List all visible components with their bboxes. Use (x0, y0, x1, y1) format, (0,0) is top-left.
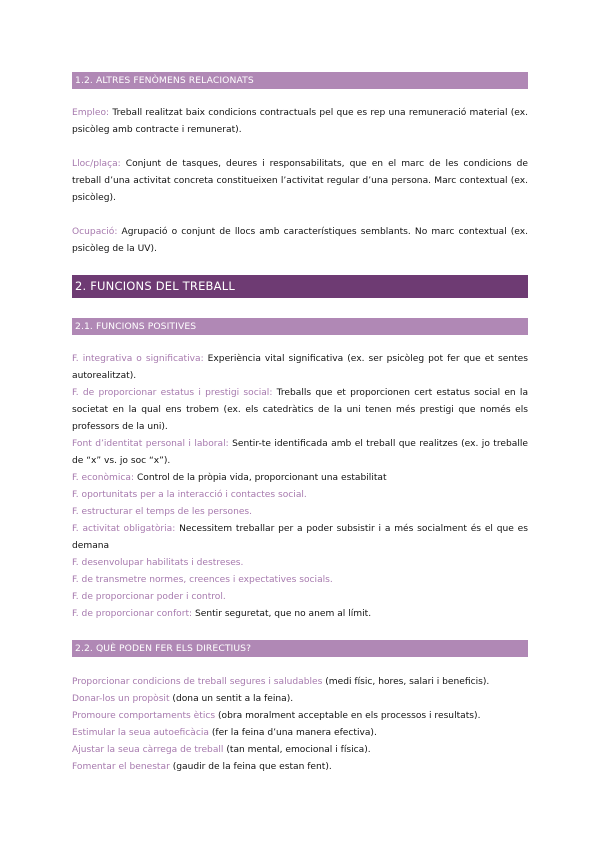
directive-proposit (72, 691, 528, 708)
function-term: F. activitat obligatòria: (72, 524, 176, 534)
function-economica (72, 470, 528, 487)
function-term: F. integrativa o significativa: (72, 354, 204, 364)
directive-term: Donar-los un propòsit (72, 694, 170, 704)
function-oportunitats (72, 487, 528, 504)
function-term: F. de proporcionar confort: (72, 609, 193, 619)
function-text: Necessitem treballar per a poder subsistir i a més socialment és el que es demana (72, 524, 528, 551)
function-habilitats (72, 555, 528, 572)
definition-text: Conjunt de tasques, deures i responsabilitats, que en el marc de les condicions de treball d’una activitat concreta constitueixen l’activitat regular d’una persona. Marc contextual (ex. psicòleg). (72, 159, 528, 203)
function-poder (72, 589, 528, 606)
section-heading-2-1-label: 2.1. FUNCIONS POSITIVES (75, 321, 197, 332)
function-term: F. de transmetre normes, creences i expectatives socials. (72, 575, 333, 585)
section-heading-2-label: 2. FUNCIONS DEL TREBALL (75, 279, 235, 293)
directive-text: (medi físic, hores, salari i beneficis). (322, 677, 490, 687)
function-term: F. estructurar el temps de les persones. (72, 507, 253, 517)
directive-term: Fomentar el benestar (72, 762, 170, 772)
function-text: Sentir seguretat, que no anem al límit. (192, 609, 372, 619)
directive-text: (gaudir de la feina que estan fent). (169, 762, 332, 772)
directive-condicions (72, 674, 528, 691)
definition-term: Empleo: (72, 108, 110, 118)
function-term: F. de proporcionar estatus i prestigi social: (72, 388, 273, 398)
function-text: Treballs que et proporcionen cert estatus social en la societat en la qual ens trobem (ex. els catedràtics de la uni tenen més prestigi que només els professors de la uni). (72, 388, 529, 432)
definition-ocupacio (72, 224, 528, 258)
directive-carrega (72, 742, 528, 759)
function-confort (72, 606, 528, 623)
section-heading-2-1 (72, 318, 528, 335)
section-heading-2-2-label: 2.2. QUÈ PODEN FER ELS DIRECTIUS? (75, 643, 252, 654)
definition-term: Lloc/plaça: (72, 159, 121, 169)
function-estructurar (72, 504, 528, 521)
section-heading-2-2 (72, 640, 528, 657)
directive-term: Estimular la seua autoeficàcia (72, 728, 209, 738)
function-estatus (72, 385, 528, 436)
directive-text: (tan mental, emocional i física). (223, 745, 371, 755)
directive-text: (dona un sentit a la feina). (169, 694, 294, 704)
function-term: Font d’identitat personal i laboral: (72, 439, 229, 449)
function-term: F. desenvolupar habilitats i destreses. (72, 558, 244, 568)
function-term: F. oportunitats per a la interacció i contactes social. (72, 490, 307, 500)
function-term: F. econòmica: (72, 473, 135, 483)
function-integrativa (72, 351, 528, 385)
function-text: Control de la pròpia vida, proporcionant una estabilitat (134, 473, 387, 483)
function-identitat (72, 436, 528, 470)
directive-text: (fer la feina d’una manera efectiva). (208, 728, 377, 738)
definition-empleo (72, 105, 528, 139)
directive-term: Promoure comportaments ètics (72, 711, 216, 721)
function-normes (72, 572, 528, 589)
directive-autoeficacia (72, 725, 528, 742)
function-text: Sentir-te identificada amb el treball que realitzes (ex. jo treballe de “x” vs. jo soc “x”). (72, 439, 528, 466)
directive-etics (72, 708, 528, 725)
section-heading-2 (72, 275, 528, 298)
definition-term: Ocupació: (72, 227, 118, 237)
definition-text: Treball realitzat baix condicions contractuals pel que es rep una remuneració material (ex. psicòleg amb contracte i remunerat). (72, 108, 528, 135)
section-heading-1-2-label: 1.2. ALTRES FENÒMENS RELACIONATS (75, 75, 254, 86)
definition-lloc-placa (72, 156, 528, 207)
definition-text: Agrupació o conjunt de llocs amb característiques semblants. No marc contextual (ex. psicòleg de la UV). (72, 227, 528, 254)
function-text: Experiència vital significativa (ex. ser psicòleg pot fer que et sentes autorealitzat). (72, 354, 528, 381)
directive-term: Proporcionar condicions de treball segures i saludables (72, 677, 323, 687)
function-obligatoria (72, 521, 528, 555)
directive-text: (obra moralment acceptable en els processos i resultats). (215, 711, 481, 721)
directive-benestar (72, 759, 528, 776)
section-heading-1-2 (72, 72, 528, 89)
function-term: F. de proporcionar poder i control. (72, 592, 226, 602)
directive-term: Ajustar la seua càrrega de treball (72, 745, 224, 755)
